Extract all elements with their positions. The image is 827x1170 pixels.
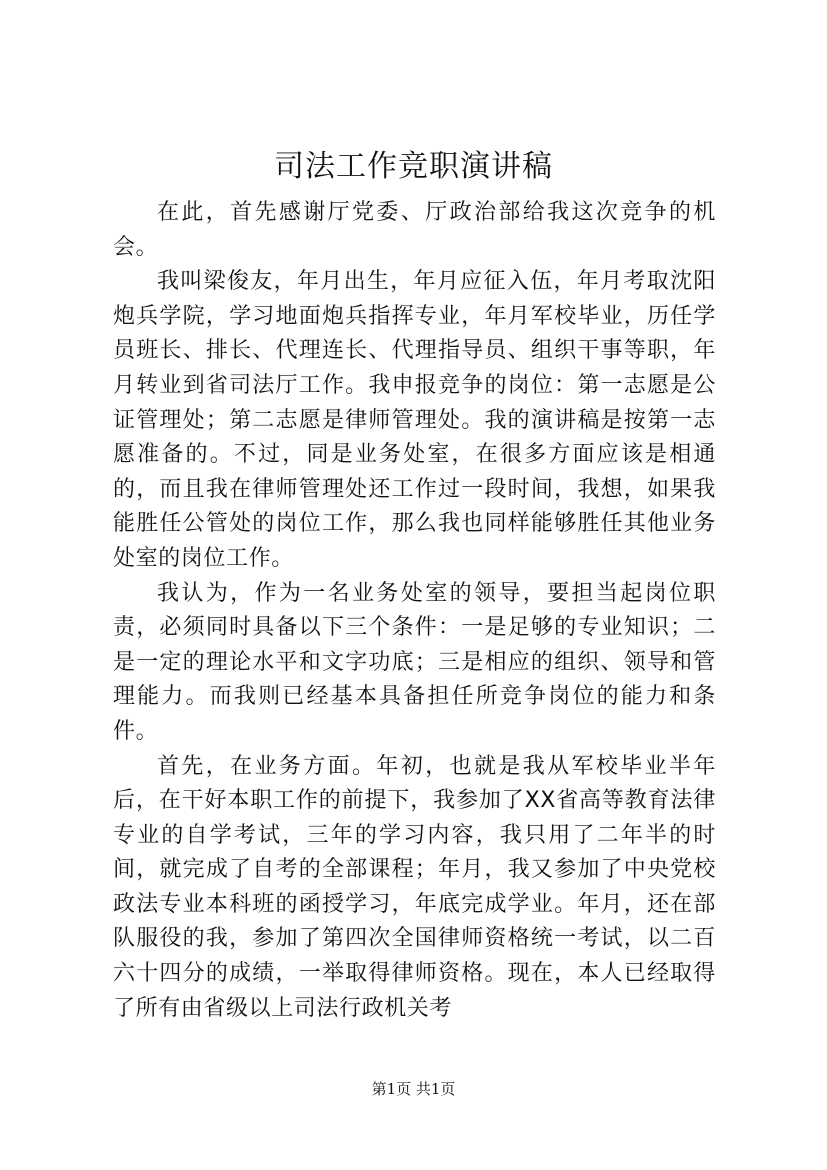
document-body <box>113 196 716 1026</box>
paragraph: 首先，在业务方面。年初，也就是我从军校毕业半年后，在干好本职工作的前提下，我参加了XX省高等教育法律专业的自学考试，三年的学习内容，我只用了二年半的时间，就完成了自考的全部课程；年月，我又参加了中央党校政法专业本科班的函授学习，年底完成学业。年月，还在部队服役的我，参加了第四次全国律师资格统一考试，以二百六十四分的成绩，一举取得律师资格。现在，本人已经取得了所有由省级以上司法行政机关考 <box>113 753 716 1021</box>
paragraph: 我认为，作为一名业务处室的领导，要担当起岗位职责，必须同时具备以下三个条件：一是足够的专业知识；二是一定的理论水平和文字功底；三是相应的组织、领导和管理能力。而我则已经基本具备担任所竞争岗位的能力和条件。 <box>113 580 716 744</box>
paragraph: 在此，首先感谢厅党委、厅政治部给我这次竞争的机会。 <box>113 200 716 260</box>
page-footer: 第1页 共1页 <box>371 1080 456 1098</box>
document-title: 司法工作竞职演讲稿 <box>274 149 553 184</box>
paragraph: 我叫梁俊友，年月出生，年月应征入伍，年月考取沈阳炮兵学院，学习地面炮兵指挥专业，年月军校毕业，历任学员班长、排长、代理连长、代理指导员、组织干事等职，年月转业到省司法厅工作。我申报竞争的岗位：第一志愿是公证管理处；第二志愿是律师管理处。我的演讲稿是按第一志愿准备的。不过，同是业务处室，在很多方面应该是相通的，而且我在律师管理处还工作过一段时间，我想，如果我能胜任公管处的岗位工作，那么我也同样能够胜任其他业务处室的岗位工作。 <box>113 269 716 571</box>
